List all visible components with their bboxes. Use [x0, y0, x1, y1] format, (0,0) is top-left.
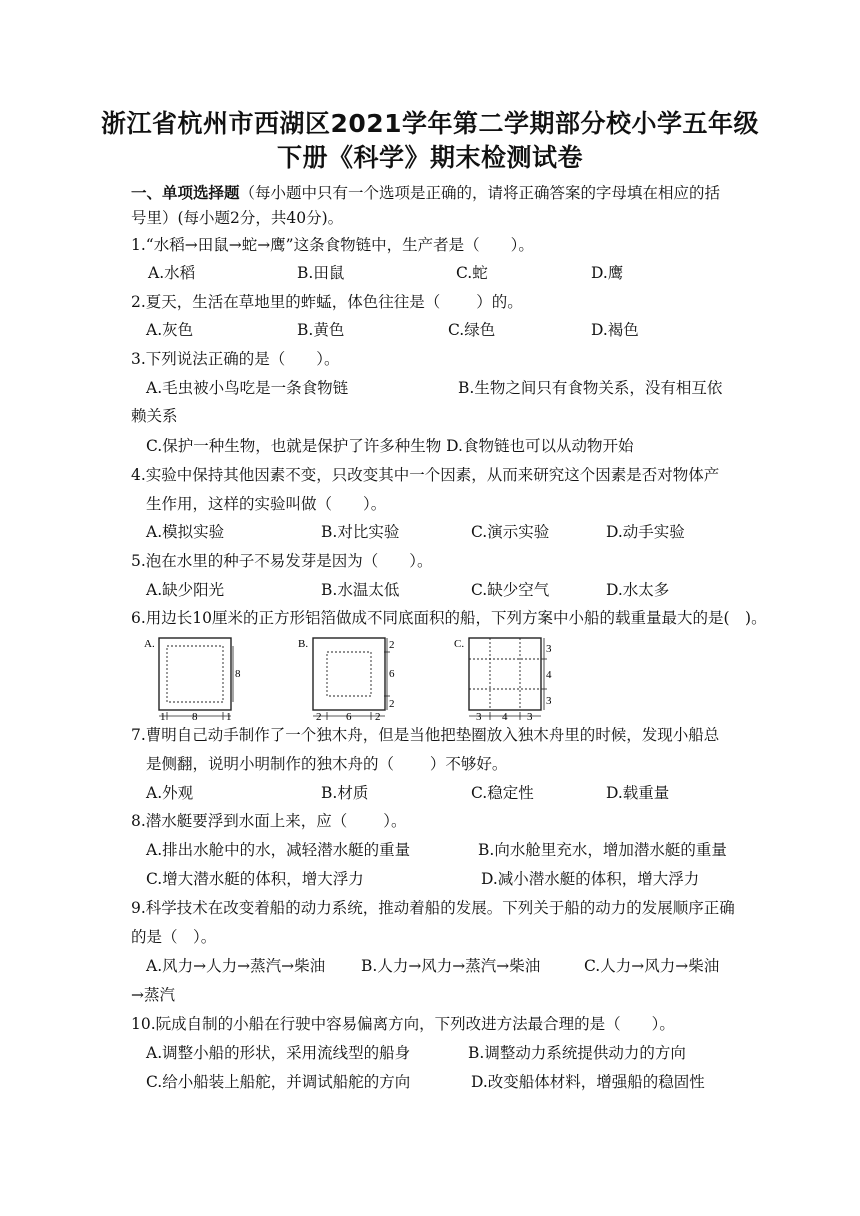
q1-option-c: C.蛇	[456, 264, 488, 282]
q7-option-d: D.载重量	[606, 784, 670, 802]
q6-figure-c-edge-right: 3	[527, 711, 533, 722]
question-6-stem: 6.用边长10厘米的正方形铝箔做成不同底面积的船，下列方案中小船的载重量最大的是( )。	[131, 609, 767, 627]
q3-option-b: B.生物之间只有食物关系，没有相互依	[458, 379, 723, 397]
section-instructions-text: （每小题中只有一个选项是正确的，请将正确答案的字母填在相应的括	[239, 184, 721, 202]
q6-figure-c-side-bottom: 3	[546, 695, 552, 707]
question-8-stem: 8.潜水艇要浮到水面上来，应（ ）。	[131, 812, 407, 830]
q6-figure-c-edge-left: 3	[476, 711, 482, 722]
q5-option-c: C.缺少空气	[471, 581, 550, 599]
q6-figure-a-label: A.	[144, 638, 155, 650]
question-4-stem-line1: 4.实验中保持其他因素不变，只改变其中一个因素，从而来研究这个因素是否对物体产	[131, 466, 720, 484]
section-instructions-line2: 号里）(每小题2分，共40分)。	[131, 209, 344, 227]
q6-figure-b-side-mid: 6	[389, 668, 395, 680]
q6-figure-b-side-bottom: 2	[389, 698, 395, 710]
q5-option-d: D.水太多	[606, 581, 670, 599]
q6-figure-b-side-top: 2	[389, 639, 395, 651]
section-instructions-line1	[131, 183, 720, 203]
q8-option-c: C.增大潜水艇的体积，增大浮力	[146, 870, 364, 888]
q6-figure-a-edge-right: 1	[226, 711, 232, 722]
question-2-stem: 2.夏天，生活在草地里的蚱蜢，体色往往是（ ）的。	[131, 293, 523, 311]
q2-option-c: C.绿色	[448, 321, 496, 339]
q5-option-b: B.水温太低	[321, 581, 400, 599]
q8-option-a: A.排出水舱中的水，减轻潜水艇的重量	[146, 841, 411, 859]
q8-option-b: B.向水舱里充水，增加潜水艇的重量	[478, 841, 727, 859]
q8-option-d: D.减小潜水艇的体积，增大浮力	[481, 870, 700, 888]
page-title-line2: 下册《科学》期末检测试卷	[276, 143, 583, 172]
q3-option-a: A.毛虫被小鸟吃是一条食物链	[146, 379, 349, 397]
q6-figure-a-edge-left: 1	[160, 711, 166, 722]
q6-figure-c-edge-mid: 4	[502, 711, 508, 722]
q1-option-a: A.水稻	[148, 264, 196, 282]
q4-option-a: A.模拟实验	[146, 523, 225, 541]
q9-option-a: A.风力→人力→蒸汽→柴油	[146, 957, 326, 975]
q6-figure-b-edge-mid: 6	[346, 711, 352, 722]
question-9-stem-line2: 的是（ ）。	[131, 928, 217, 946]
section-heading: 一、单项选择题	[131, 184, 240, 202]
q4-option-b: B.对比实验	[321, 523, 400, 541]
q6-figure-a	[142, 636, 242, 722]
q10-option-a: A.调整小船的形状，采用流线型的船身	[146, 1044, 411, 1062]
q10-option-b: B.调整动力系统提供动力的方向	[468, 1044, 686, 1062]
q10-option-d: D.改变船体材料，增强船的稳固性	[471, 1073, 705, 1091]
q7-option-b: B.材质	[321, 784, 369, 802]
q9-option-b: B.人力→风力→蒸汽→柴油	[361, 957, 541, 975]
q1-option-b: B.田鼠	[297, 264, 345, 282]
q2-option-d: D.褐色	[591, 321, 639, 339]
q6-figure-c-side-mid: 4	[546, 669, 552, 681]
q1-option-d: D.鹰	[591, 264, 624, 282]
question-5-stem: 5.泡在水里的种子不易发芽是因为（ ）。	[131, 552, 433, 570]
q10-option-c: C.给小船装上船舵，并调试船舵的方向	[146, 1073, 411, 1091]
question-9-stem-line1: 9.科学技术在改变着船的动力系统，推动着船的发展。下列关于船的动力的发展顺序正确	[131, 899, 735, 917]
q6-figure-b	[296, 636, 396, 722]
q6-figure-b-edge-left: 2	[316, 711, 322, 722]
q4-option-d: D.动手实验	[606, 523, 685, 541]
q4-option-c: C.演示实验	[471, 523, 550, 541]
question-7-stem-line2: 是侧翻，说明小明制作的独木舟的（ ）不够好。	[146, 755, 508, 773]
question-7-stem-line1: 7.曹明自己动手制作了一个独木舟，但是当他把垫圈放入独木舟里的时候，发现小船总	[131, 726, 720, 744]
q6-figure-b-edge-right: 2	[375, 711, 381, 722]
question-10-stem: 10.阮成自制的小船在行驶中容易偏离方向，下列改进方法最合理的是（ ）。	[131, 1015, 675, 1033]
q9-option-c: C.人力→风力→柴油	[584, 957, 720, 975]
q6-figure-c	[452, 636, 556, 722]
question-3-stem: 3.下列说法正确的是（ ）。	[131, 350, 340, 368]
question-1-stem: 1.“水稻→田鼠→蛇→鹰”这条食物链中，生产者是（ ）。	[131, 236, 534, 254]
q9-option-c-cont: →蒸汽	[131, 986, 175, 1004]
q6-figure-b-label: B.	[298, 638, 309, 650]
page-title-line1: 浙江省杭州市西湖区2021学年第二学期部分校小学五年级	[100, 109, 760, 138]
q7-option-a: A.外观	[146, 784, 194, 802]
q6-figure-a-side: 8	[235, 668, 241, 680]
question-4-stem-line2: 生作用，这样的实验叫做（ ）。	[146, 495, 387, 513]
q7-option-c: C.稳定性	[471, 784, 534, 802]
q6-figure-a-edge-mid: 8	[192, 711, 198, 722]
q5-option-a: A.缺少阳光	[146, 581, 225, 599]
q6-figure-c-side-top: 3	[546, 643, 552, 655]
q2-option-b: B.黄色	[297, 321, 345, 339]
q3-option-c-d: C.保护一种生物，也就是保护了许多种生物 D.食物链也可以从动物开始	[146, 437, 634, 455]
q6-figure-c-label: C.	[454, 638, 465, 650]
q3-option-b-cont: 赖关系	[131, 407, 178, 425]
q2-option-a: A.灰色	[146, 321, 194, 339]
